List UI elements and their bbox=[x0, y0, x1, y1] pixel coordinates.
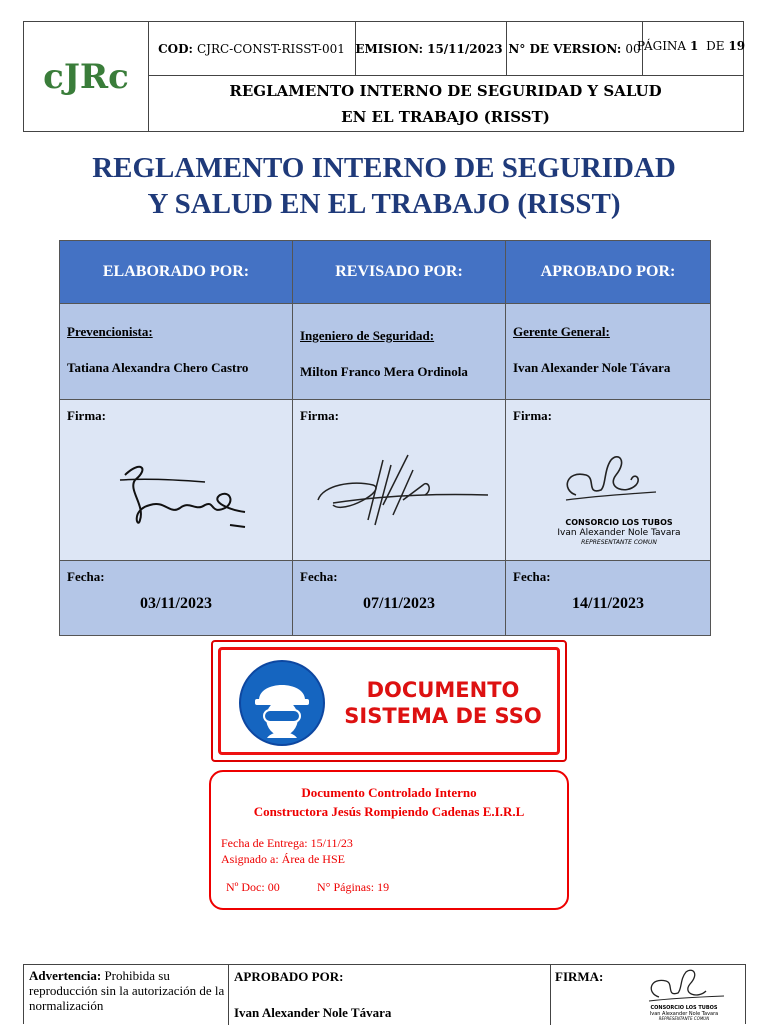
footer-warning: Advertencia: Prohibida su reproducción sin la autorización de la normalización bbox=[29, 968, 225, 1013]
firma-label: Firma: bbox=[300, 408, 339, 423]
person-name: Ivan Alexander Nole Távara bbox=[513, 360, 671, 375]
signature-cell bbox=[60, 400, 292, 561]
stamp-delivery-date: Fecha de Entrega: 15/11/23 bbox=[221, 836, 353, 850]
date-value: 07/11/2023 bbox=[362, 595, 435, 612]
date-value: 03/11/2023 bbox=[139, 595, 212, 612]
column-header: ELABORADO POR: bbox=[60, 241, 292, 304]
svg-text:CONSORCIO LOS TUBOS: CONSORCIO LOS TUBOS bbox=[650, 1005, 718, 1011]
approval-column-revisado bbox=[293, 241, 505, 635]
column-header: APROBADO POR: bbox=[506, 241, 710, 304]
version: N° DE VERSION: 00 bbox=[507, 22, 643, 76]
safety-helmet-goggles-icon bbox=[237, 658, 327, 748]
signature-image bbox=[313, 445, 493, 540]
role-label: Gerente General: bbox=[513, 324, 610, 339]
name-cell bbox=[60, 304, 292, 400]
name-cell bbox=[506, 304, 710, 400]
person-name: Tatiana Alexandra Chero Castro bbox=[67, 360, 249, 375]
sso-line2: SISTEMA DE SSO bbox=[344, 704, 542, 728]
column-header: REVISADO POR: bbox=[293, 241, 505, 304]
controlled-document-stamp bbox=[209, 770, 569, 910]
company-seal: CONSORCIO LOS TUBOS Ivan Alexander Nole Tavara REPRESENTANTE COMUN bbox=[557, 518, 681, 546]
stamp-page-count: N° Páginas: 19 bbox=[317, 880, 390, 894]
signature-image bbox=[546, 450, 676, 512]
document-footer bbox=[23, 964, 746, 1024]
approval-column-aprobado bbox=[506, 241, 710, 635]
stamp-doc-number: Nº Doc: 00 bbox=[226, 880, 280, 894]
footer-approved-label: APROBADO POR: bbox=[234, 969, 344, 984]
name-cell bbox=[293, 304, 505, 400]
header-title: REGLAMENTO INTERNO DE SEGURIDAD Y SALUD EN EL TRABAJO (RISST) bbox=[229, 82, 662, 126]
date-cell bbox=[60, 561, 292, 635]
approval-table bbox=[59, 240, 711, 636]
svg-text:Ivan Alexander Nole Tavara: Ivan Alexander Nole Tavara bbox=[649, 1011, 719, 1017]
firma-label: Firma: bbox=[513, 408, 552, 423]
fecha-label: Fecha: bbox=[67, 569, 105, 584]
date-cell bbox=[293, 561, 505, 635]
logo-text: cJRc bbox=[43, 57, 129, 97]
fecha-label: Fecha: bbox=[513, 569, 551, 584]
signature-cell bbox=[506, 400, 710, 561]
svg-text:REPRESENTANTE COMUN: REPRESENTANTE COMUN bbox=[658, 1016, 710, 1021]
stamp-company: Constructora Jesús Rompiendo Cadenas E.I.R.L bbox=[253, 804, 525, 819]
company-logo bbox=[24, 22, 149, 131]
date-cell bbox=[506, 561, 710, 635]
stamp-assigned: Asignado a: Área de HSE bbox=[221, 852, 345, 866]
signature-cell bbox=[293, 400, 505, 561]
doc-code: COD: CJRC-CONST-RISST-001 bbox=[148, 22, 356, 76]
page-number: PÁGINA 1 DE 19 bbox=[643, 22, 743, 76]
sso-sign bbox=[211, 640, 567, 762]
role-label: Prevencionista: bbox=[67, 324, 153, 339]
signature-image bbox=[110, 450, 260, 540]
fecha-label: Fecha: bbox=[300, 569, 338, 584]
footer-signature-image bbox=[634, 967, 734, 1023]
stamp-title: Documento Controlado Interno bbox=[301, 785, 477, 800]
footer-approved-name: Ivan Alexander Nole Távara bbox=[234, 1005, 392, 1020]
date-value: 14/11/2023 bbox=[571, 595, 644, 612]
role-label: Ingeniero de Seguridad: bbox=[300, 328, 435, 343]
emission-date: EMISION: 15/11/2023 bbox=[356, 22, 507, 76]
page-title: REGLAMENTO INTERNO DE SEGURIDAD Y SALUD EN EL TRABAJO (RISST) bbox=[92, 152, 676, 220]
footer-firma-label: FIRMA: bbox=[555, 969, 604, 984]
person-name: Milton Franco Mera Ordinola bbox=[300, 364, 468, 379]
firma-label: Firma: bbox=[67, 408, 106, 423]
approval-column-elaborado bbox=[60, 241, 292, 635]
sso-line1: DOCUMENTO bbox=[366, 678, 520, 702]
document-header bbox=[23, 21, 744, 132]
